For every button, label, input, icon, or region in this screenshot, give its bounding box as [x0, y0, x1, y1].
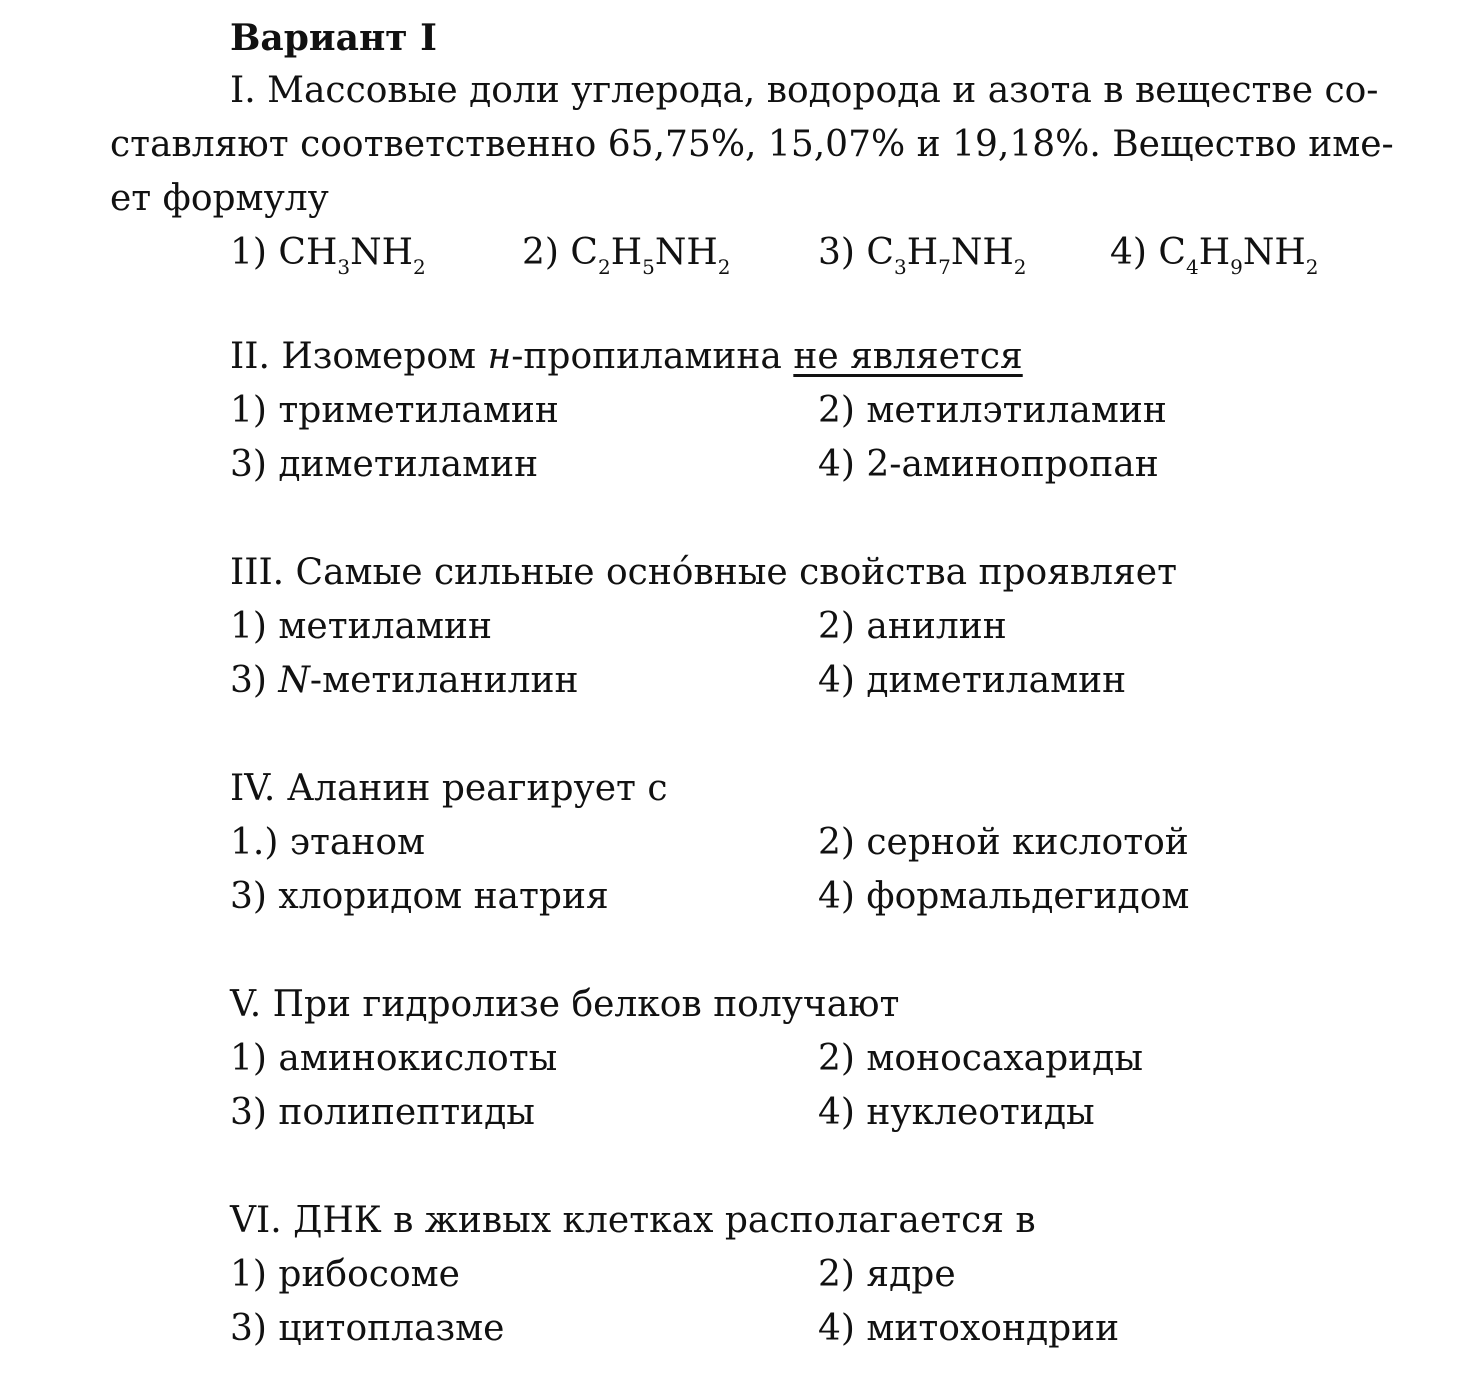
question-3-option-1: 1) метиламин	[230, 606, 492, 647]
question-1-option-1: 1) $CH_3NH_2$	[230, 232, 426, 279]
question-5-title: V. При гидролизе белков получают	[230, 984, 900, 1025]
question-3-option-3: 3) N-метиланилин	[230, 660, 579, 701]
question-6-option-2: 2) ядре	[818, 1254, 956, 1295]
question-4-option-3: 3) хлоридом натрия	[230, 876, 609, 917]
question-5-option-1: 1) аминокислоты	[230, 1038, 558, 1079]
question-4-title: IV. Аланин реагирует с	[230, 768, 668, 809]
question-1-line-1: I. Массовые доли углерода, водорода и азота в веществе со-	[230, 70, 1379, 111]
question-6-option-3: 3) цитоплазме	[230, 1308, 505, 1349]
question-2-option-2: 2) метилэтиламин	[818, 390, 1167, 431]
question-3-option-4: 4) диметиламин	[818, 660, 1127, 701]
question-1-option-4: 4) $C_4H_9NH_2$	[1110, 232, 1319, 279]
variant-title: Вариант I	[230, 17, 437, 59]
question-5-option-3: 3) полипептиды	[230, 1092, 535, 1133]
question-1-line-2: ставляют соответственно 65,75%, 15,07% и 19,18%. Вещество име-	[110, 124, 1394, 165]
question-4-option-4: 4) формальдегидом	[818, 876, 1190, 917]
question-3-title: III. Самые сильные осно́вные свойства проявляет	[230, 552, 1177, 593]
question-1-text	[110, 64, 1440, 226]
question-4-option-2: 2) серной кислотой	[818, 822, 1189, 863]
question-2-option-4: 4) 2-аминопропан	[818, 444, 1159, 485]
question-2-title: II. Изомером н-пропиламина не является	[230, 336, 1023, 377]
question-4-option-1: 1.) этаном	[230, 822, 426, 863]
question-1-option-2: 2) $C_2H_5NH_2$	[522, 232, 731, 279]
question-2-option-1: 1) триметиламин	[230, 390, 559, 431]
question-1-line-3: ет формулу	[110, 178, 329, 219]
question-5-option-2: 2) моносахариды	[818, 1038, 1143, 1079]
question-2-option-3: 3) диметиламин	[230, 444, 539, 485]
question-3-option-2: 2) анилин	[818, 606, 1007, 647]
question-1-option-3: 3) $C_3H_7NH_2$	[818, 232, 1027, 279]
question-6-option-4: 4) митохондрии	[818, 1308, 1120, 1349]
question-5-option-4: 4) нуклеотиды	[818, 1092, 1095, 1133]
question-6-option-1: 1) рибосоме	[230, 1254, 460, 1295]
question-6-title: VI. ДНК в живых клетках располагается в	[230, 1200, 1036, 1241]
